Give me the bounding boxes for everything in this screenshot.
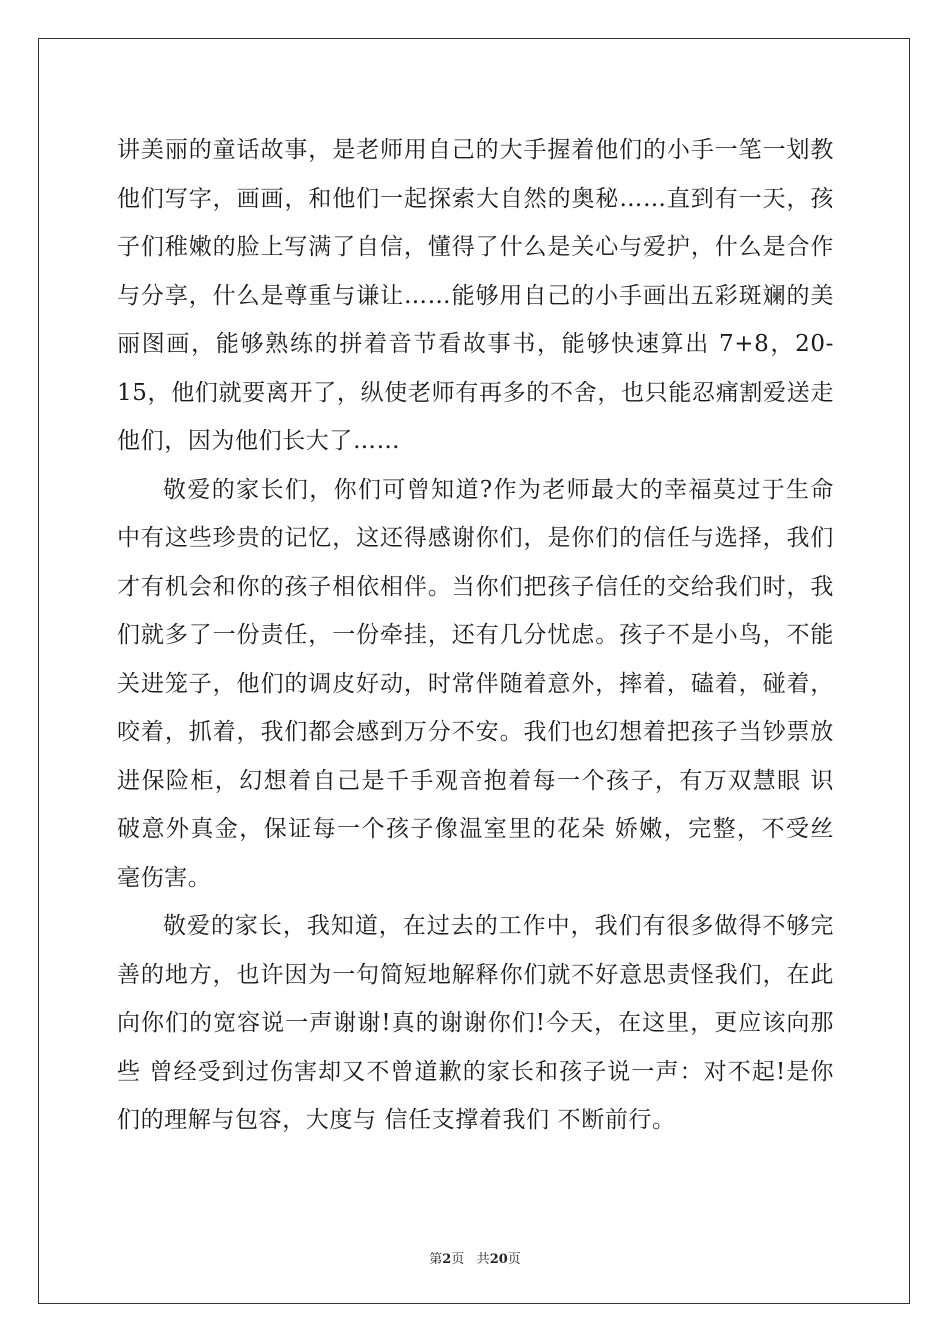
text-line: 子们稚嫩的脸上写满了自信，懂得了什么是关心与爱护，什么是合作 [117,234,834,260]
text-line: 破意外真金，保证每一个孩子像温室里的花朵 娇嫩，完整，不受丝 [117,816,834,842]
text-line: 向你们的宽容说一声谢谢!真的谢谢你们!今天，在这里，更应该向那 [117,1010,834,1036]
current-page-number: 2 [442,1252,452,1267]
text-line: 进保险柜，幻想着自己是千手观音抱着每一个孩子，有万双慧眼 识 [117,767,834,794]
text-line: 些 曾经受到过伤害却又不曾道歉的家长和孩子说一声：对不起!是你 [117,1058,834,1085]
text-line: 讲美丽的童话故事，是老师用自己的大手握着他们的小手一笔一划教 [117,137,834,163]
text-line: 他们写字，画画，和他们一起探索大自然的奥秘……直到有一天，孩 [117,185,834,212]
text-line: 毫伤害。 [117,864,212,891]
text-line: 中有这些珍贵的记忆，这还得感谢你们，是你们的信任与选择，我们 [117,525,834,551]
footer-prefix: 第 [429,1252,443,1267]
text-line: 们就多了一份责任，一份牵挂，还有几分忧虑。孩子不是小鸟，不能 [117,622,834,648]
page-footer [0,1248,950,1267]
document-body [117,126,834,1145]
paragraph-1 [117,126,834,466]
paragraph-2 [117,466,834,903]
text-line: 才有机会和你的孩子相依相伴。当你们把孩子信任的交给我们时，我 [117,573,834,600]
footer-total-prefix: 共 [476,1252,490,1267]
footer-total-suffix: 页 [507,1252,521,1267]
text-line: 善的地方，也许因为一句简短地解释你们就不好意思责怪我们，在此 [117,961,834,988]
text-line: 他们，因为他们长大了…… [117,428,401,454]
text-line: 敬爱的家长们，你们可曾知道?作为老师最大的幸福莫过于生命 [163,476,834,503]
total-page-count: 20 [489,1252,508,1267]
text-line: 咬着，抓着，我们都会感到万分不安。我们也幻想着把孩子当钞票放 [117,719,834,745]
text-line: 关进笼子，他们的调皮好动，时常伴随着意外，摔着，磕着，碰着， [117,670,834,697]
paragraph-3 [117,902,834,1145]
text-line: 丽图画，能够熟练的拼着音节看故事书，能够快速算出 7+8，20- [117,331,834,357]
footer-page-suffix: 页 [451,1252,465,1267]
text-line: 敬爱的家长，我知道，在过去的工作中，我们有很多做得不够完 [163,913,834,939]
text-line: 们的理解与包容，大度与 信任支撑着我们 不断前行。 [117,1107,676,1133]
text-line: 与分享，什么是尊重与谦让……能够用自己的小手画出五彩斑斓的美 [117,282,834,309]
text-line: 15，他们就要离开了，纵使老师有再多的不舍，也只能忍痛割爱送走 [117,379,834,406]
